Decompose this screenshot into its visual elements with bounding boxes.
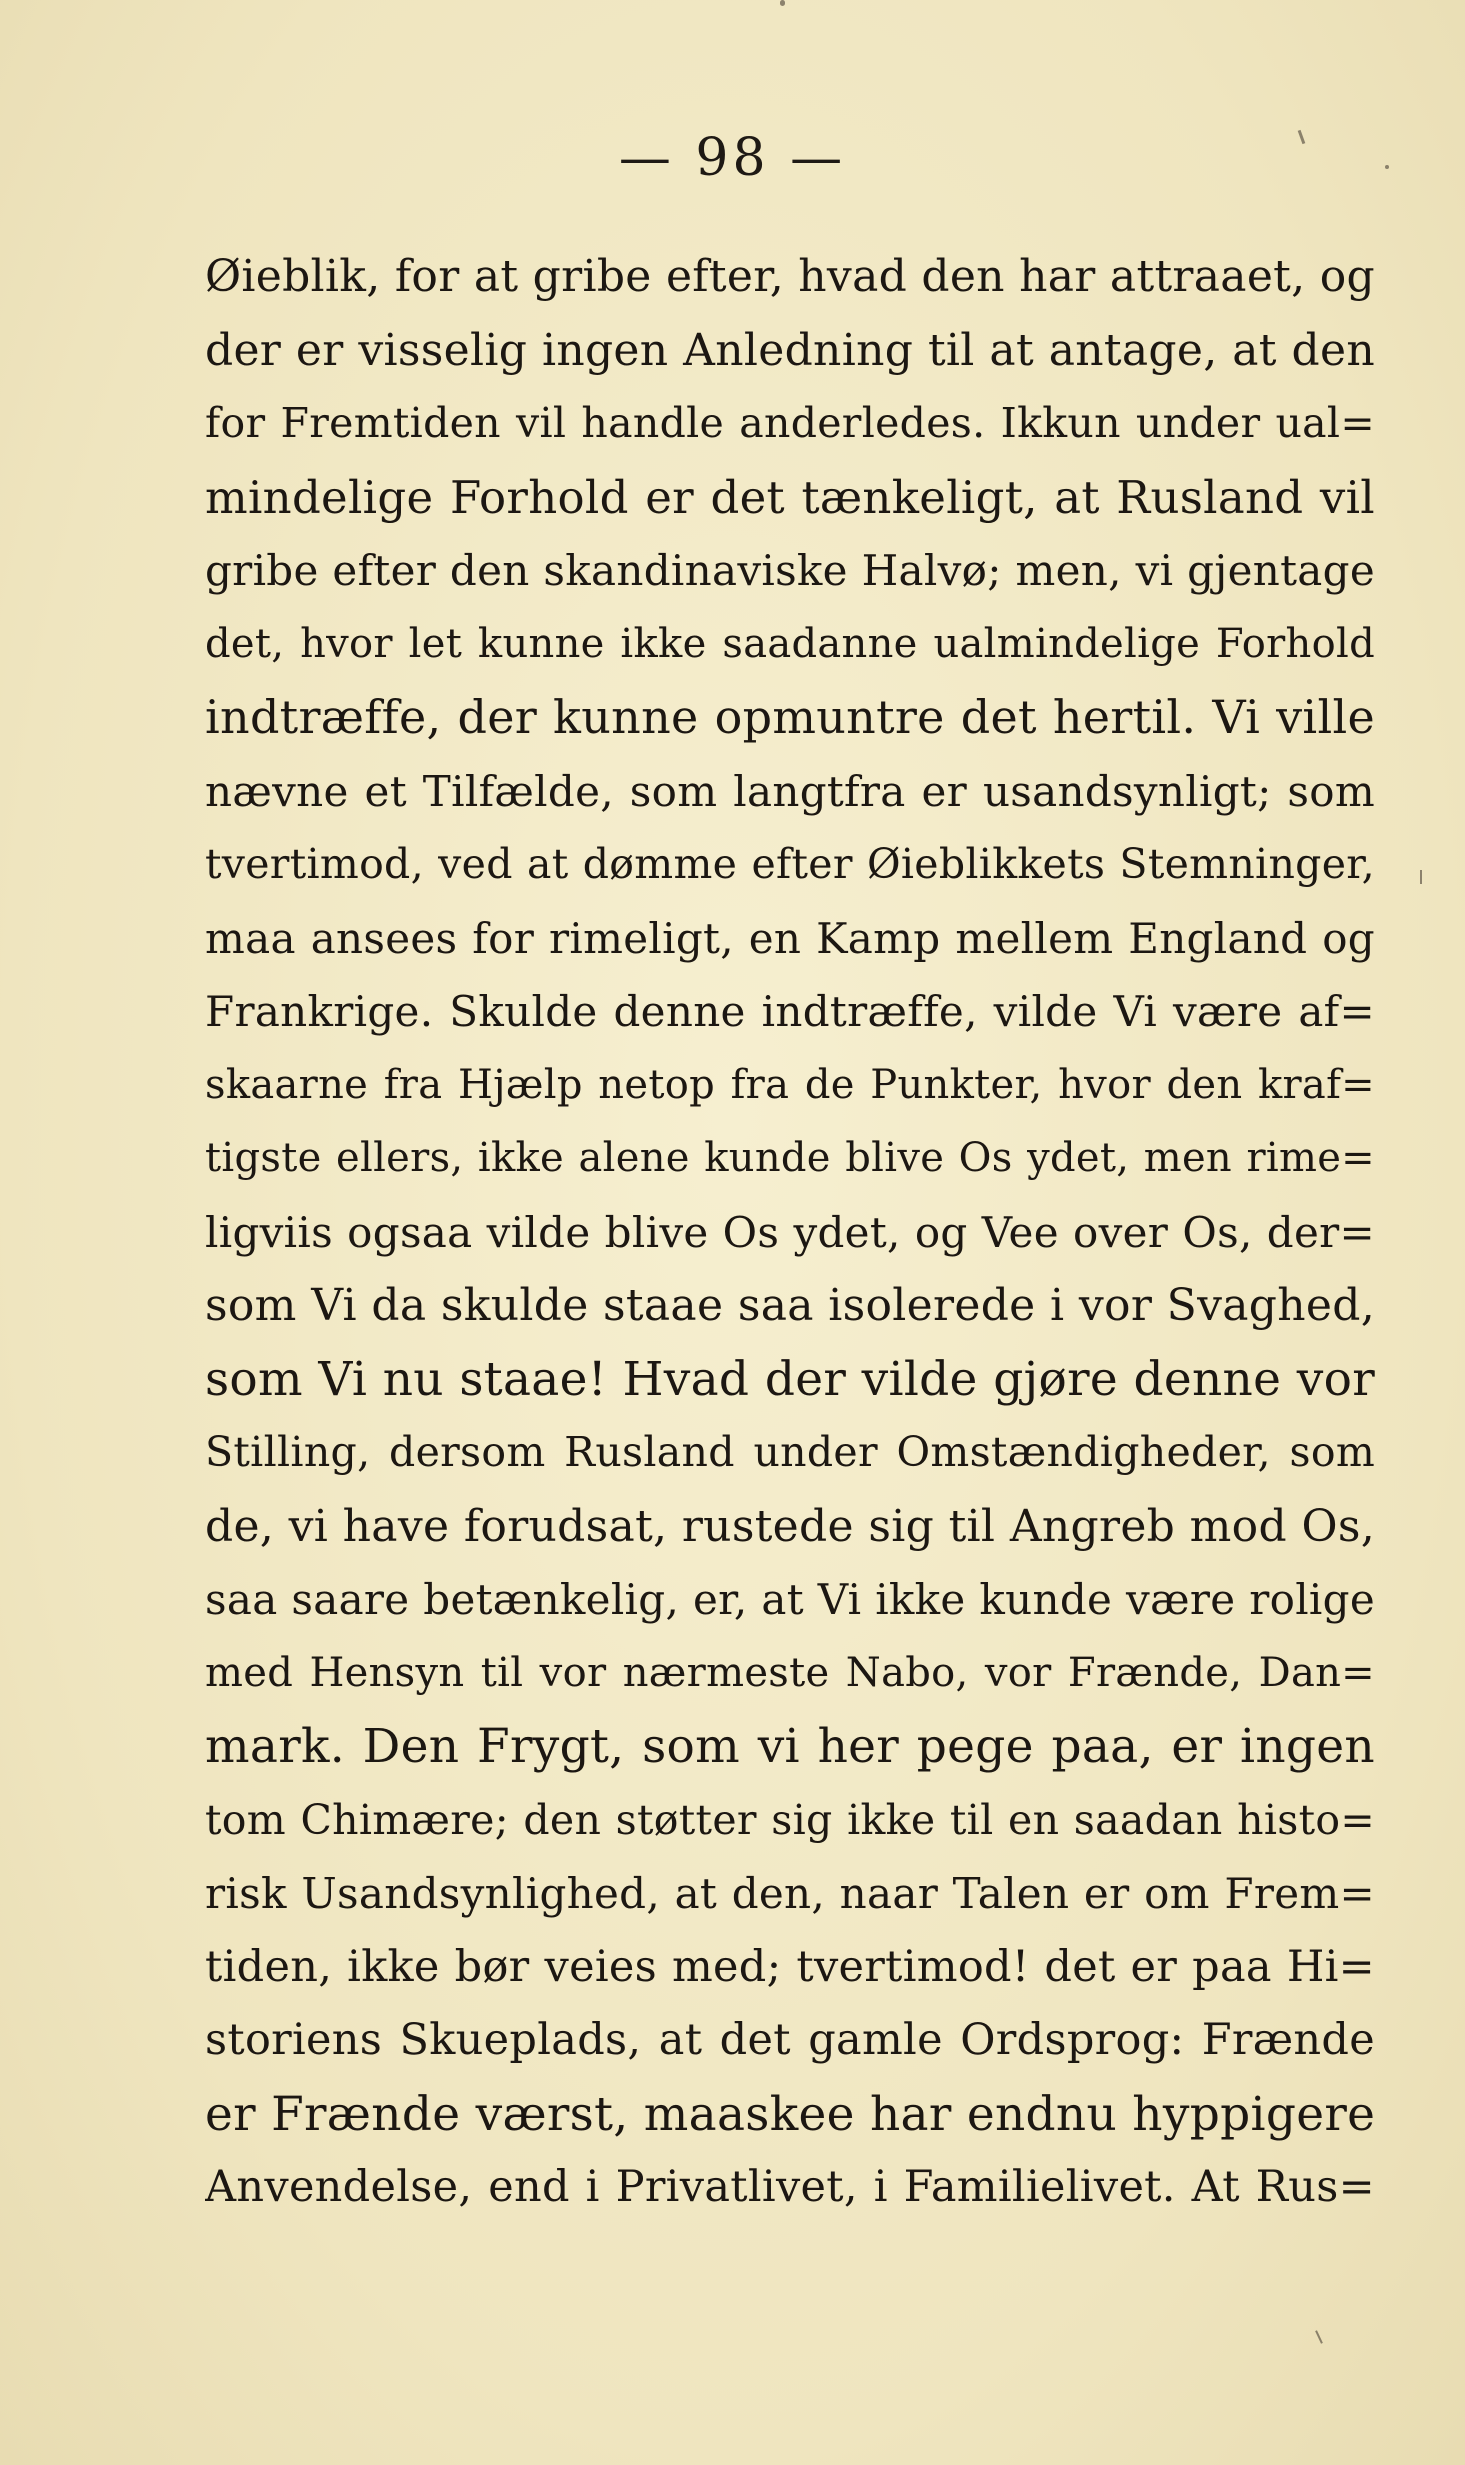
text-line: Anvendelse, end i Privatlivet, i Familielivet. At Rus=: [205, 2162, 1375, 2212]
body-text: [205, 240, 1375, 2225]
text-line: Øieblik, for at gribe efter, hvad den har attraaet, og: [205, 251, 1375, 302]
text-line: indtræffe, der kunne opmuntre det hertil. Vi ville: [205, 690, 1375, 744]
text-line: tvertimod, ved at dømme efter Øieblikkets Stemninger,: [205, 840, 1375, 888]
text-line: maa ansees for rimeligt, en Kamp mellem England og: [205, 913, 1375, 963]
text-line: med Hensyn til vor nærmeste Nabo, vor Frænde, Dan=: [205, 1649, 1375, 1696]
paper-speck: [780, 0, 785, 6]
text-line: tom Chimære; den støtter sig ikke til en saadan histo=: [205, 1795, 1375, 1844]
text-line: det, hvor let kunne ikke saadanne ualmindelige Forhold: [205, 620, 1375, 667]
text-line: nævne et Tilfælde, som langtfra er usandsynligt; som: [205, 766, 1375, 816]
text-line: Frankrige. Skulde denne indtræffe, vilde Vi være af=: [205, 987, 1375, 1036]
paper-speck: [1420, 870, 1422, 884]
text-line: tigste ellers, ikke alene kunde blive Os ydet, men rime=: [205, 1135, 1375, 1181]
text-line: mark. Den Frygt, som vi her pege paa, er ingen: [205, 1719, 1375, 1774]
text-line: gribe efter den skandinaviske Halvø; men, vi gjentage: [205, 546, 1375, 595]
text-line: som Vi da skulde staae saa isolerede i vor Svaghed,: [205, 1280, 1375, 1331]
text-line: Stilling, dersom Rusland under Omstændigheder, som: [205, 1428, 1375, 1476]
text-line: skaarne fra Hjælp netop fra de Punkter, hvor den kraf=: [205, 1061, 1375, 1108]
text-line: de, vi have forudsat, rustede sig til Angreb mod Os,: [205, 1500, 1375, 1552]
page-number: — 98 —: [618, 128, 847, 188]
text-line: ligviis ogsaa vilde blive Os ydet, og Vee over Os, der=: [205, 1207, 1375, 1257]
text-line: der er visselig ingen Anledning til at antage, at den: [205, 324, 1375, 376]
text-line: storiens Skueplads, at det gamle Ordsprog: Frænde: [205, 2015, 1375, 2065]
text-line: tiden, ikke bør veies med; tvertimod! det er paa Hi=: [205, 1941, 1375, 1992]
paper-speck: [1385, 165, 1389, 169]
text-line: som Vi nu staae! Hvad der vilde gjøre denne vor: [205, 1351, 1375, 1407]
text-line: for Fremtiden vil handle anderledes. Ikkun under ual=: [205, 399, 1375, 447]
text-line: mindelige Forhold er det tænkeligt, at Rusland vil: [205, 470, 1375, 524]
text-line: er Frænde værst, maaskee har endnu hyppigere: [205, 2086, 1375, 2142]
paper-speck: [1315, 2330, 1323, 2344]
text-line: risk Usandsynlighed, at den, naar Talen er om Frem=: [205, 1869, 1375, 1918]
text-line: saa saare betænkelig, er, at Vi ikke kunde være rolige: [205, 1575, 1375, 1624]
